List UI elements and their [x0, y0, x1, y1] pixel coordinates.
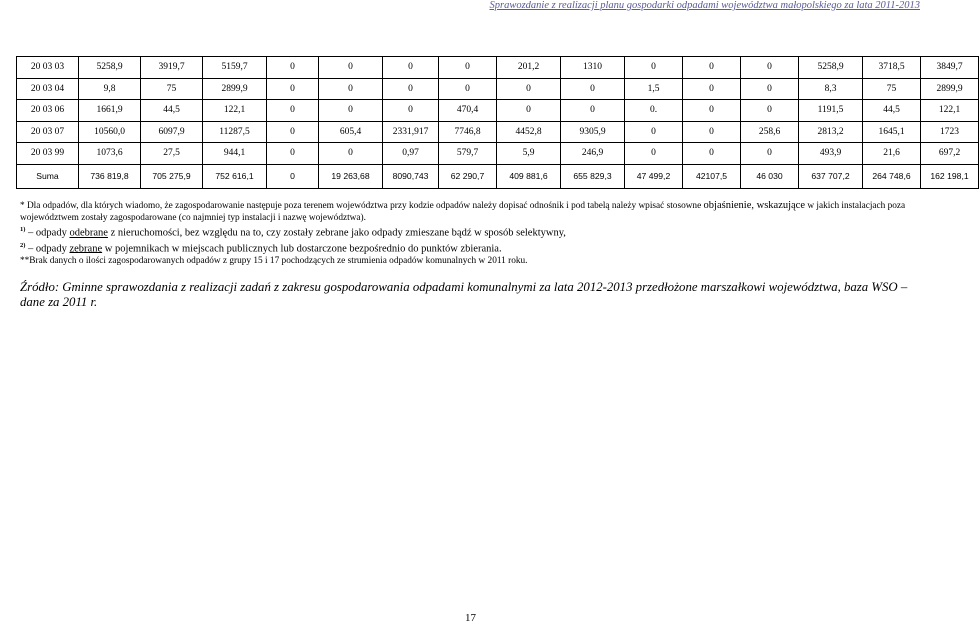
table-cell: 0	[267, 121, 319, 143]
table-cell: 0	[383, 78, 439, 100]
table-cell: 2331,917	[383, 121, 439, 143]
table-cell: 0	[383, 57, 439, 79]
table-cell: 605,4	[319, 121, 383, 143]
table-cell: 19 263,68	[319, 164, 383, 188]
page-number: 17	[465, 612, 476, 624]
table-cell: 0	[683, 143, 741, 165]
table-cell: 0	[267, 57, 319, 79]
row-code-cell: 20 03 06	[17, 100, 79, 122]
table-cell: 9,8	[79, 78, 141, 100]
table-cell: 2899,9	[203, 78, 267, 100]
table-cell: 0	[497, 100, 561, 122]
table-row	[17, 143, 979, 165]
table-cell: 697,2	[921, 143, 979, 165]
table-cell: 637 707,2	[799, 164, 863, 188]
table-cell: 2899,9	[921, 78, 979, 100]
table-cell: 42107,5	[683, 164, 741, 188]
row-code-cell: 20 03 04	[17, 78, 79, 100]
table-cell: 1723	[921, 121, 979, 143]
row-code-cell: 20 03 03	[17, 57, 79, 79]
source-line-1: Źródło: Gminne sprawozdania z realizacji zadań z zakresu gospodarowania odpadami komunalnymi za lata 2012-2013 przedłożone marszałkowi województwa, baza WSO –	[20, 280, 908, 294]
footnotes	[20, 200, 945, 267]
table-cell: 655 829,3	[561, 164, 625, 188]
table-cell: 47 499,2	[625, 164, 683, 188]
table-cell: 1073,6	[79, 143, 141, 165]
table-cell: 0	[625, 143, 683, 165]
row-code-cell: 20 03 07	[17, 121, 79, 143]
table-cell: 162 198,1	[921, 164, 979, 188]
table-cell: 9305,9	[561, 121, 625, 143]
table-cell: 21,6	[863, 143, 921, 165]
table-cell: 944,1	[203, 143, 267, 165]
table-cell: 0	[561, 78, 625, 100]
table-cell: 1,5	[625, 78, 683, 100]
table-cell: 10560,0	[79, 121, 141, 143]
table-cell: 493,9	[799, 143, 863, 165]
table-cell: 11287,5	[203, 121, 267, 143]
table-cell: 0,97	[383, 143, 439, 165]
table-row	[17, 164, 979, 188]
table-row	[17, 78, 979, 100]
table-cell: 5258,9	[799, 57, 863, 79]
table-cell: 1191,5	[799, 100, 863, 122]
table-cell: 8090,743	[383, 164, 439, 188]
table-cell: 201,2	[497, 57, 561, 79]
table-cell: 409 881,6	[497, 164, 561, 188]
table-cell: 0	[683, 57, 741, 79]
table-cell: 4452,8	[497, 121, 561, 143]
source-note	[20, 280, 920, 310]
footnote-1: $^{1)}$ – odpady odebrane z nieruchomości, bez względu na to, czy zostały zebrane jako odpady zmieszane bądź w sposób selektywny,	[20, 226, 566, 239]
table-cell: 0	[267, 164, 319, 188]
table-cell: 8,3	[799, 78, 863, 100]
table-cell: 2813,2	[799, 121, 863, 143]
table-cell: 75	[863, 78, 921, 100]
table-cell: 0	[383, 100, 439, 122]
table-cell: 0	[319, 78, 383, 100]
row-code-cell: Suma	[17, 164, 79, 188]
table-cell: 5,9	[497, 143, 561, 165]
table-cell: 3919,7	[141, 57, 203, 79]
table-cell: 0	[741, 57, 799, 79]
source-line-2: dane za 2011 r.	[20, 295, 98, 309]
footnote-asterisk: * Dla odpadów, dla których wiadomo, że zagospodarowanie następuje poza terenem województwa przy kodzie odpadów należy dopisać odnośnik i pod tabelą należy wpisać stosowne objaśnienie, wskazujące w jakich instalacjach poza województwem zostały zagospodarowane (co najmniej typ instalacji i nazwę województwa).	[20, 200, 906, 223]
table-cell: 1310	[561, 57, 625, 79]
table-cell: 264 748,6	[863, 164, 921, 188]
table-row	[17, 100, 979, 122]
document-header: Sprawozdanie z realizacji planu gospodarki odpadami województwa małopolskiego za lata 2011-2013	[489, 0, 920, 11]
table-cell: 0.	[625, 100, 683, 122]
table-cell: 736 819,8	[79, 164, 141, 188]
table-cell: 0	[625, 121, 683, 143]
table-cell: 0	[267, 100, 319, 122]
table-cell: 752 616,1	[203, 164, 267, 188]
table-cell: 0	[439, 78, 497, 100]
table-cell: 0	[497, 78, 561, 100]
table-cell: 7746,8	[439, 121, 497, 143]
row-code-cell: 20 03 99	[17, 143, 79, 165]
table-cell: 0	[319, 57, 383, 79]
table-cell: 0	[267, 143, 319, 165]
table-cell: 0	[741, 78, 799, 100]
table-cell: 0	[439, 57, 497, 79]
table-cell: 0	[683, 78, 741, 100]
table-cell: 44,5	[141, 100, 203, 122]
table-cell: 122,1	[921, 100, 979, 122]
table-cell: 579,7	[439, 143, 497, 165]
table-cell: 0	[741, 143, 799, 165]
table-cell: 0	[625, 57, 683, 79]
table-cell: 6097,9	[141, 121, 203, 143]
table-cell: 122,1	[203, 100, 267, 122]
table-cell: 75	[141, 78, 203, 100]
table-cell: 470,4	[439, 100, 497, 122]
table-cell: 0	[561, 100, 625, 122]
table-cell: 5258,9	[79, 57, 141, 79]
table-cell: 0	[267, 78, 319, 100]
table-cell: 44,5	[863, 100, 921, 122]
table-cell: 0	[319, 100, 383, 122]
table-cell: 27,5	[141, 143, 203, 165]
footnote-double-asterisk: **Brak danych o ilości zagospodarowanych odpadów z grupy 15 i 17 pochodzących ze strumienia odpadów komunalnych w 2011 roku.	[20, 256, 528, 266]
table-cell: 0	[683, 100, 741, 122]
table-cell: 3849,7	[921, 57, 979, 79]
table-cell: 62 290,7	[439, 164, 497, 188]
footnote-2: $^{2)}$ – odpady zebrane w pojemnikach w miejscach publicznych lub dostarczone bezpośrednio do punktów zbierania.	[20, 241, 502, 254]
table-row	[17, 57, 979, 79]
table-cell: 705 275,9	[141, 164, 203, 188]
table-cell: 258,6	[741, 121, 799, 143]
table-cell: 1645,1	[863, 121, 921, 143]
table-cell: 246,9	[561, 143, 625, 165]
waste-data-table	[16, 56, 979, 189]
table-row	[17, 121, 979, 143]
table-cell: 46 030	[741, 164, 799, 188]
table-cell: 5159,7	[203, 57, 267, 79]
table-cell: 0	[683, 121, 741, 143]
table-cell: 0	[319, 143, 383, 165]
table-cell: 3718,5	[863, 57, 921, 79]
table-cell: 0	[741, 100, 799, 122]
table-cell: 1661,9	[79, 100, 141, 122]
